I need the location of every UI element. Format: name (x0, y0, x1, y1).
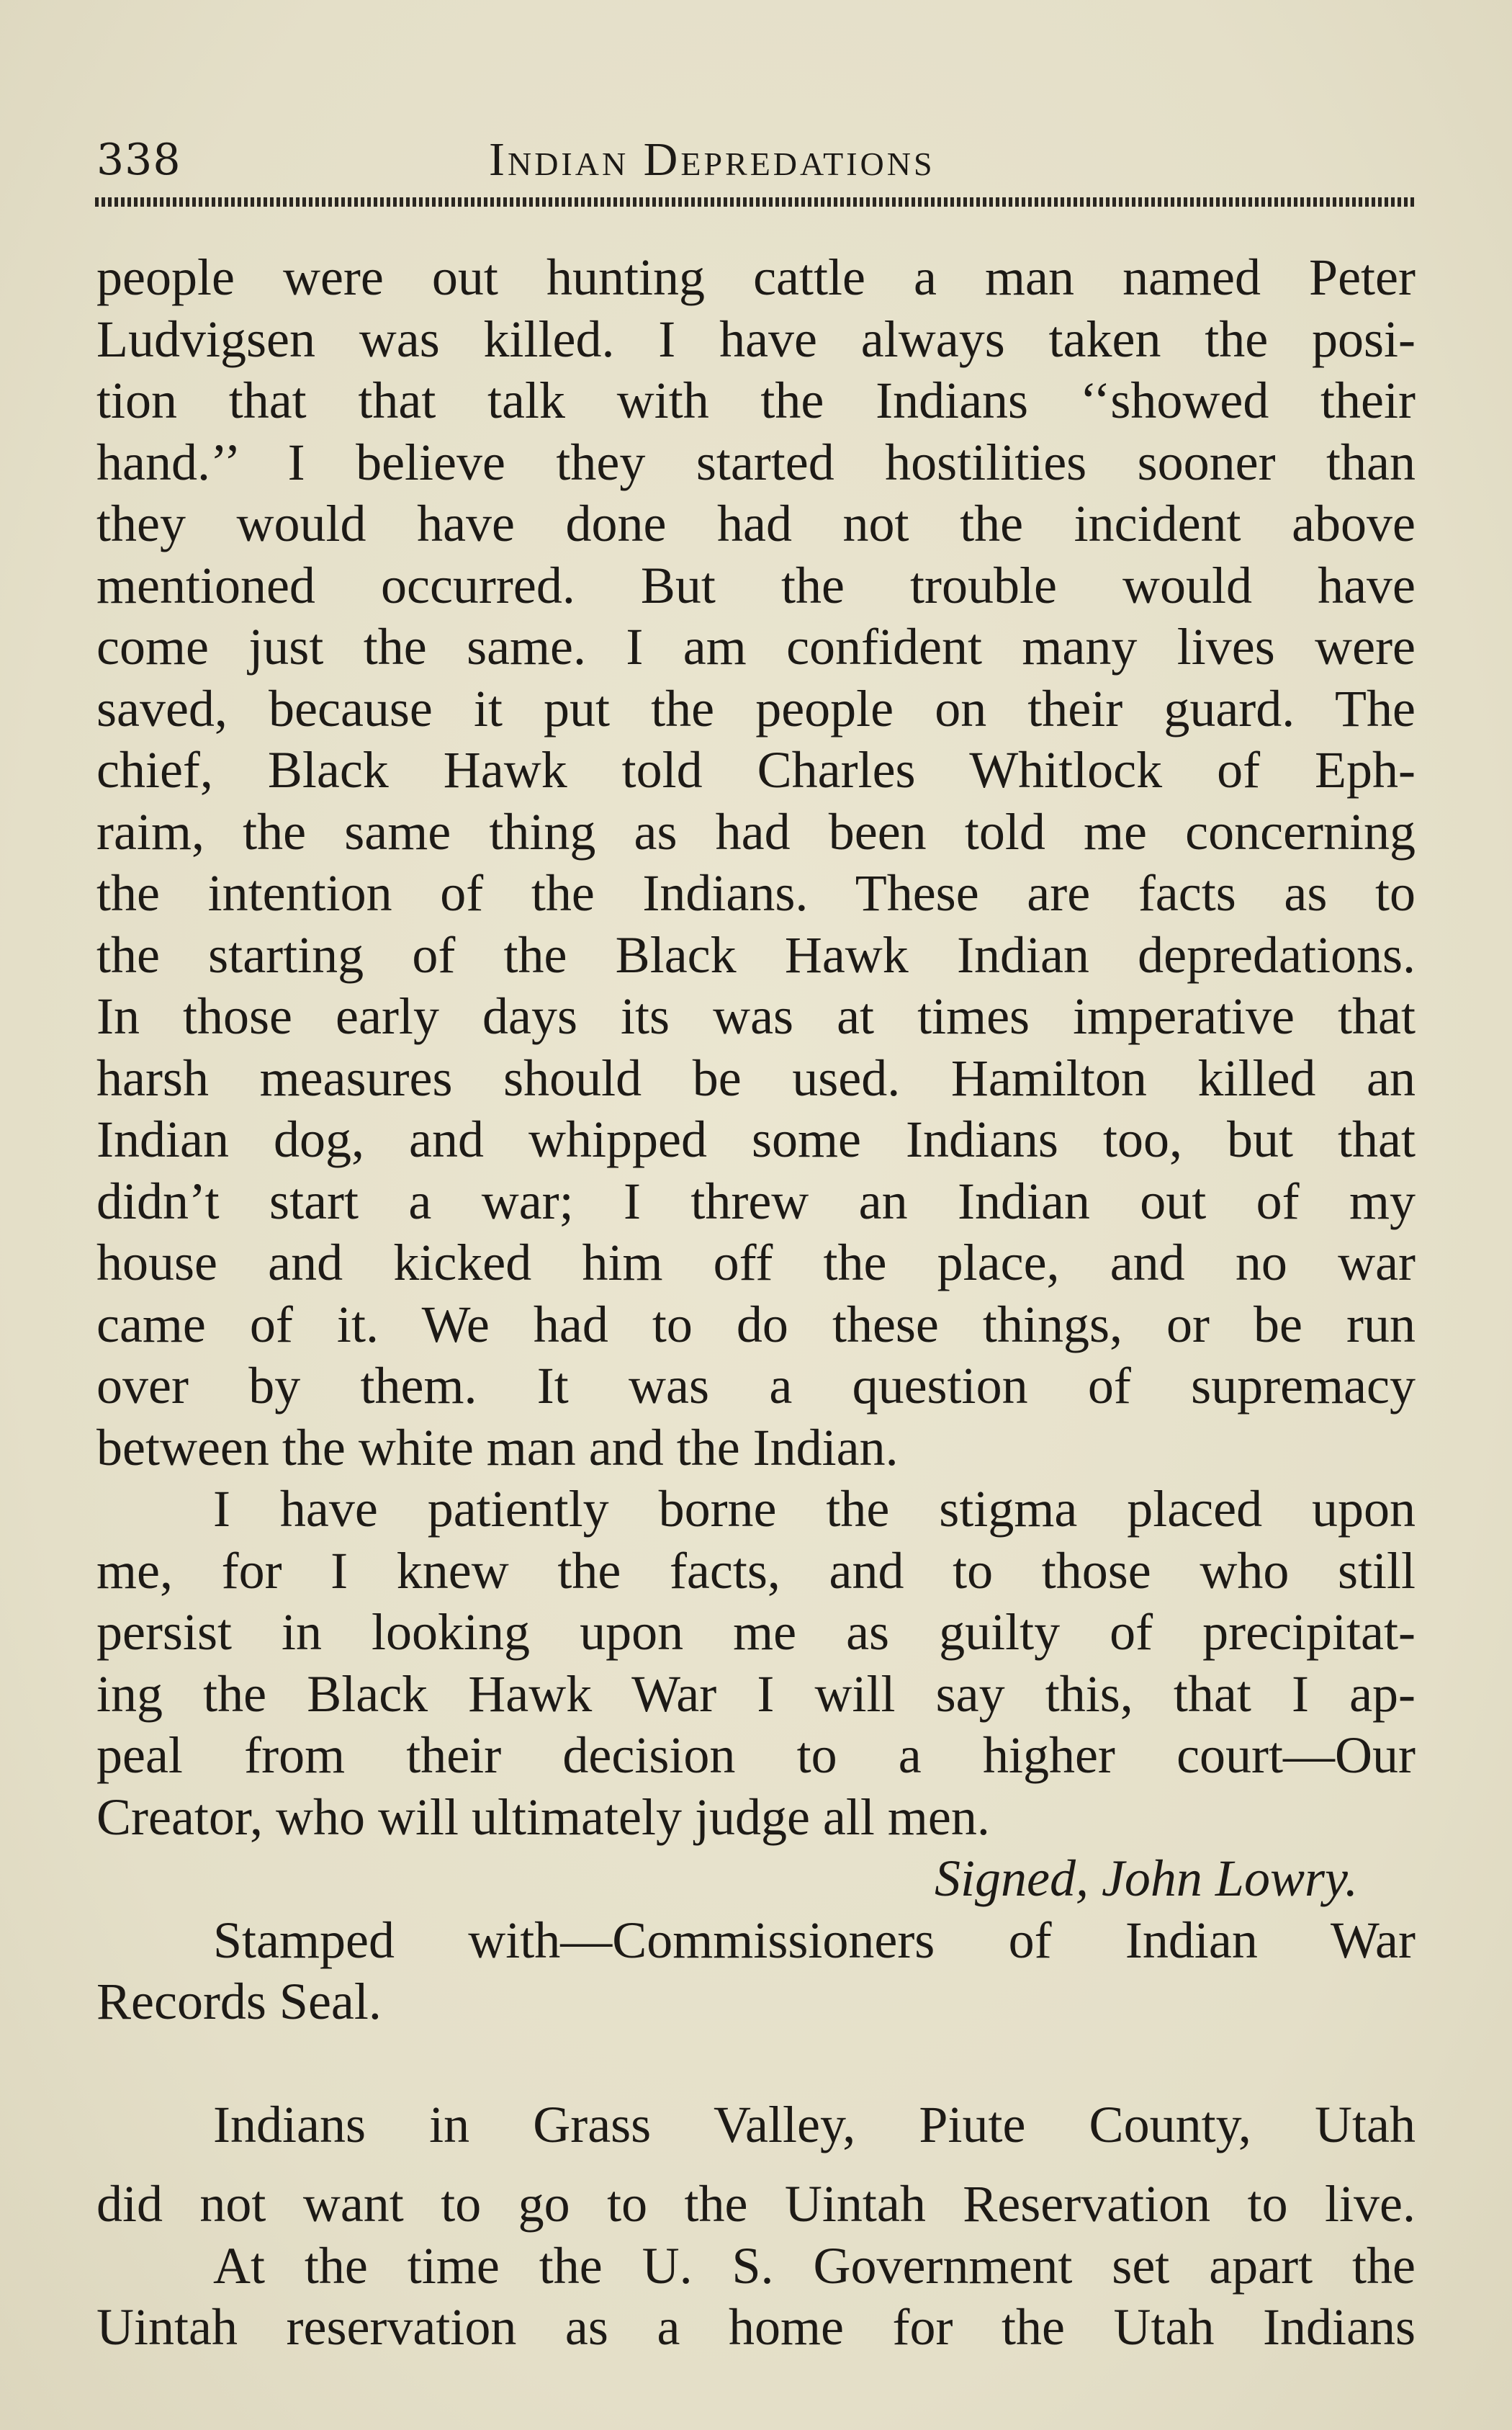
text-line: harsh measures should be used. Hamilton killed an (96, 1049, 1416, 1107)
text-line: come just the same. I am confident many lives were (96, 618, 1416, 676)
text-line: house and kicked him off the place, and no war (96, 1234, 1416, 1291)
paragraph-start-line: At the time the U. S. Government set apart the (213, 2236, 1416, 2295)
body-text (96, 247, 1416, 2359)
page-header (96, 131, 1416, 189)
text-line: they would have done had not the incident above (96, 495, 1416, 552)
text-line: the starting of the Black Hawk Indian depredations. (96, 925, 1416, 984)
text-line: peal from their decision to a higher court—Our (96, 1726, 1416, 1784)
text-line: did not want to go to the Uintah Reservation to live. (96, 2175, 1416, 2233)
text-line: persist in looking upon me as guilty of precipitat- (96, 1603, 1416, 1661)
section-gap (96, 2033, 1416, 2094)
header-rule (95, 197, 1414, 207)
text-line: Ludvigsen was killed. I have always taken the posi- (96, 310, 1416, 368)
page-number: 338 (96, 135, 181, 185)
text-line: mentioned occurred. But the trouble would have (96, 556, 1416, 614)
paragraph-start-line: Indians in Grass Valley, Piute County, Utah (213, 2095, 1416, 2153)
text-line: over by them. It was a question of supremacy (96, 1357, 1416, 1414)
text-line: raim, the same thing as had been told me concerning (96, 802, 1416, 861)
text-line: Creator, who will ultimately judge all men. (96, 1788, 990, 1846)
text-line: hand.’’ I believe they started hostilities sooner than (96, 433, 1416, 491)
text-line: me, for I knew the facts, and to those who still (96, 1541, 1416, 1600)
signature-line: Signed, John Lowry. (935, 1850, 1358, 1907)
text-line: didn’t start a war; I threw an Indian out of my (96, 1172, 1416, 1230)
text-line: ing the Black Hawk War I will say this, that I ap- (96, 1664, 1416, 1723)
text-line: tion that that talk with the Indians ‘‘showed their (96, 372, 1416, 429)
text-line: Uintah reservation as a home for the Utah Indians (96, 2298, 1416, 2356)
text-line: between the white man and the Indian. (96, 1418, 899, 1476)
text-line: Indian dog, and whipped some Indians too, but that (96, 1111, 1416, 1168)
text-line: people were out hunting cattle a man named Peter (96, 248, 1416, 306)
paragraph-start-line: Stamped with—Commissioners of Indian War (213, 1911, 1416, 1969)
text-line: chief, Black Hawk told Charles Whitlock of Eph- (96, 741, 1416, 799)
running-title: Indian Depredations (489, 133, 935, 186)
text-line: the intention of the Indians. These are facts as to (96, 864, 1416, 922)
text-line: Records Seal. (96, 1973, 382, 2030)
text-line: In those early days its was at times imperative that (96, 987, 1416, 1045)
text-line: saved, because it put the people on their guard. The (96, 679, 1416, 737)
text-line: came of it. We had to do these things, or be run (96, 1295, 1416, 1353)
paragraph-start-line: I have patiently borne the stigma placed upon (213, 1480, 1416, 1538)
